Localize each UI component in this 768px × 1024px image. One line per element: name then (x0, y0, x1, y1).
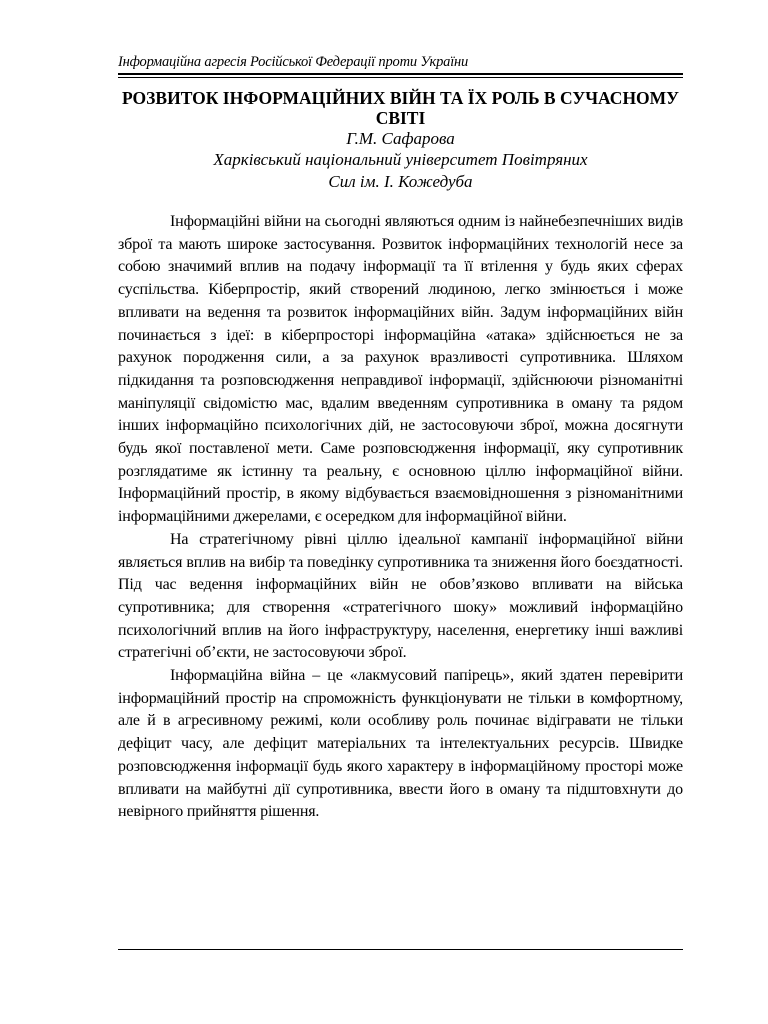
paragraph-3: Інформаційна війна – це «лакмусовий папірець», який здатен перевірити інформаційний простір на спроможність функціонувати не тільки в комфортному, але й в агресивному режимі, коли особливу роль починає відігравати не тільки дефіцит часу, але дефіцит матеріальних та інтелектуальних ресурсів. Швидке розповсюдження інформації будь якого характеру в інформаційному просторі може впливати на майбутні дії супротивника, ввести його в оману та підштовхнути до невірного прийняття рішення. (118, 667, 683, 821)
author-name: Г.М. Сафарова (346, 129, 455, 148)
footer-rule (118, 949, 683, 950)
title-block (118, 88, 683, 193)
header-rule-thick (118, 73, 683, 75)
article-title: РОЗВИТОК ІНФОРМАЦІЙНИХ ВІЙН ТА ЇХ РОЛЬ В СУЧАСНОМУ СВІТІ (121, 88, 680, 128)
paragraph-2: На стратегічному рівні ціллю ідеальної кампанії інформаційної війни являється вплив на вибір та поведінку супротивника та зниження його боєздатності. Під час ведення інформаційних війн не обов’язково впливати на війська супротивника; для створення «стратегічного шоку» можливий інформаційно психологічний вплив на його інфраструктуру, населення, енергетику інші важливі стратегічні об’єкти, не застосовуючи зброї. (118, 530, 683, 662)
affiliation-line-2: Сил ім. І. Кожедуба (328, 172, 473, 191)
paragraph-1: Інформаційні війни на сьогодні являються одним із найнебезпечніших видів зброї та мають широке застосування. Розвиток інформаційних технологій несе за собою значимий вплив на подачу інформації та її втілення у будь яких сферах суспільства. Кіберпростір, який створений людиною, легко змінюється і може впливати на ведення та розвиток інформаційних війн. Задум інформаційних війн починається з ідеї: в кіберпросторі інформаційна «атака» здійснюється не за рахунок породження сили, а за рахунок вразливості супротивника. Шляхом підкидання та розповсюдження неправдивої інформації, здійснюючи різноманітні маніпуляції свідомістю мас, вдалим введенням супротивника в оману та рядом інших інформаційно психологічних дій, не застосовуючи зброї, можна досягнути будь якої поставленої мети. Саме розповсюдження інформації, яку супротивник розглядатиме як істинну та реальну, є основною ціллю інформаційної війни. Інформаційний простір, в якому відбувається взаємовідношення з різноманітними інформаційними джерелами, є осередком для інформаційної війни. (118, 213, 683, 526)
header-rule-thin (118, 77, 683, 78)
affiliation-line-1: Харківський національний університет Повітряних (213, 150, 588, 169)
article-body (118, 211, 683, 824)
running-header: Інформаційна агресія Російської Федерації проти України (118, 54, 469, 70)
